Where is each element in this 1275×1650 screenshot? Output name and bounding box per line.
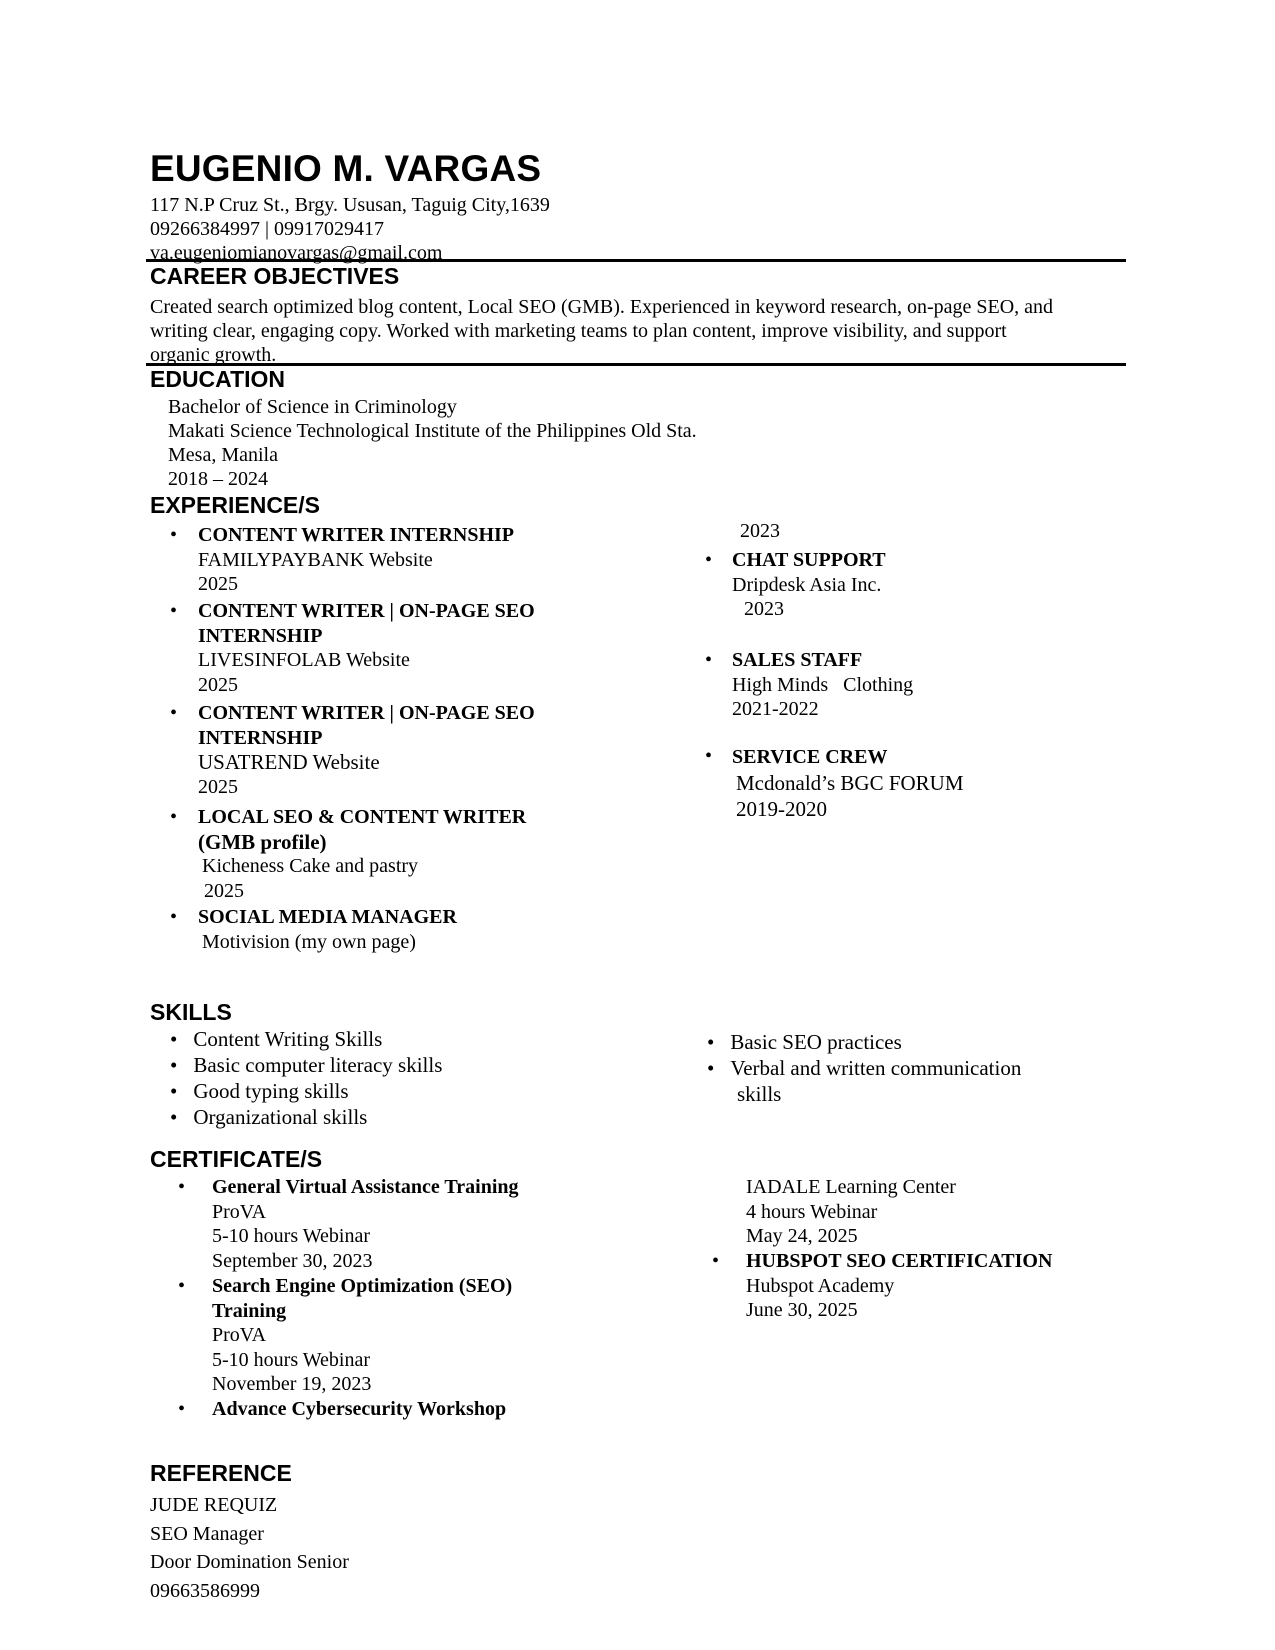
certificate-item: Advance Cybersecurity Workshop (212, 1398, 507, 1420)
school-location: Mesa, Manila (168, 444, 278, 466)
degree: Bachelor of Science in Criminology (168, 396, 457, 418)
reference-company: Door Domination Senior (150, 1551, 349, 1573)
certificate-item-continued: IADALE Learning Center 4 hours Webinar May 24, 2025 (746, 1176, 956, 1247)
divider-1 (146, 259, 1126, 262)
experience-item: LOCAL SEO & CONTENT WRITER (GMB profile) Kicheness Cake and pastry 2025 (198, 806, 527, 902)
experience-item: CONTENT WRITER | ON-PAGE SEO INTERNSHIP USATREND Website 2025 (198, 702, 535, 798)
contact-block (150, 193, 550, 265)
bullet: • (178, 1176, 186, 1198)
address: 117 N.P Cruz St., Brgy. Ususan, Taguig City,1639 (150, 194, 550, 216)
education-heading: EDUCATION (150, 366, 286, 392)
reference-entry (150, 1491, 349, 1605)
skill-item: • Good typing skills (170, 1079, 349, 1103)
career-objectives-text: Created search optimized blog content, Local SEO (GMB). Experienced in keyword research, on-page SEO, and writing clear, engaging copy. Worked with marketing teams to plan content, improve visibility, and support organic growth. (150, 296, 1054, 366)
bullet: • (705, 549, 713, 571)
reference-position: SEO Manager (150, 1522, 264, 1545)
experience-item: SALES STAFF High Minds Clothing 2021-2022 (732, 649, 914, 720)
bullet: • (170, 524, 178, 546)
experience-heading: EXPERIENCE/S (150, 492, 320, 518)
skill-item-continued: skills (737, 1082, 782, 1106)
bullet: • (712, 1250, 720, 1272)
bullet: • (705, 745, 713, 767)
experience-item: CONTENT WRITER INTERNSHIP FAMILYPAYBANK Website 2025 (198, 524, 515, 595)
experience-item: SERVICE CREW Mcdonald’s BGC FORUM 2019-2020 (732, 746, 964, 821)
skill-item: • Content Writing Skills (170, 1027, 383, 1051)
skills-list-left (170, 1026, 442, 1130)
skill-item: • Organizational skills (170, 1105, 368, 1129)
reference-phone: 09663586999 (150, 1579, 260, 1602)
certificate-item: Search Engine Optimization (SEO) Training ProVA 5-10 hours Webinar November 19, 2023 (212, 1275, 513, 1395)
reference-name: JUDE REQUIZ (150, 1494, 278, 1516)
experience-continued-year: 2023 (740, 520, 780, 542)
experience-item: CHAT SUPPORT Dripdesk Asia Inc. 2023 (732, 549, 886, 620)
experience-item: SOCIAL MEDIA MANAGER Motivision (my own page) (198, 906, 457, 953)
bullet: • (178, 1275, 186, 1297)
certificate-item: General Virtual Assistance Training ProVA 5-10 hours Webinar September 30, 2023 (212, 1176, 519, 1272)
career-objectives-heading: CAREER OBJECTIVES (150, 263, 400, 289)
certificate-item: HUBSPOT SEO CERTIFICATION Hubspot Academy June 30, 2025 (746, 1250, 1053, 1321)
education-years: 2018 – 2024 (168, 468, 268, 490)
bullet: • (170, 600, 178, 622)
bullet: • (170, 906, 178, 928)
email: va.eugeniomianovargas@gmail.com (150, 242, 443, 264)
reference-heading: REFERENCE (150, 1460, 292, 1486)
bullet: • (705, 649, 713, 671)
skills-heading: SKILLS (150, 999, 232, 1025)
skills-list-right (707, 1029, 1021, 1107)
experience-item: CONTENT WRITER | ON-PAGE SEO INTERNSHIP LIVESINFOLAB Website 2025 (198, 600, 535, 696)
bullet: • (170, 806, 178, 828)
bullet: • (170, 702, 178, 724)
certificates-heading: CERTIFICATE/S (150, 1146, 323, 1172)
divider-2 (146, 363, 1126, 366)
skill-item: • Basic SEO practices (707, 1030, 902, 1054)
school-name: Makati Science Technological Institute of the Philippines Old Sta. (168, 420, 697, 442)
phone-numbers: 09266384997 | 09917029417 (150, 218, 385, 240)
education-entry (168, 395, 697, 491)
skill-item: • Basic computer literacy skills (170, 1053, 443, 1077)
bullet: • (178, 1398, 186, 1420)
candidate-name: EUGENIO M. VARGAS (150, 148, 542, 189)
skill-item: • Verbal and written communication (707, 1056, 1022, 1080)
